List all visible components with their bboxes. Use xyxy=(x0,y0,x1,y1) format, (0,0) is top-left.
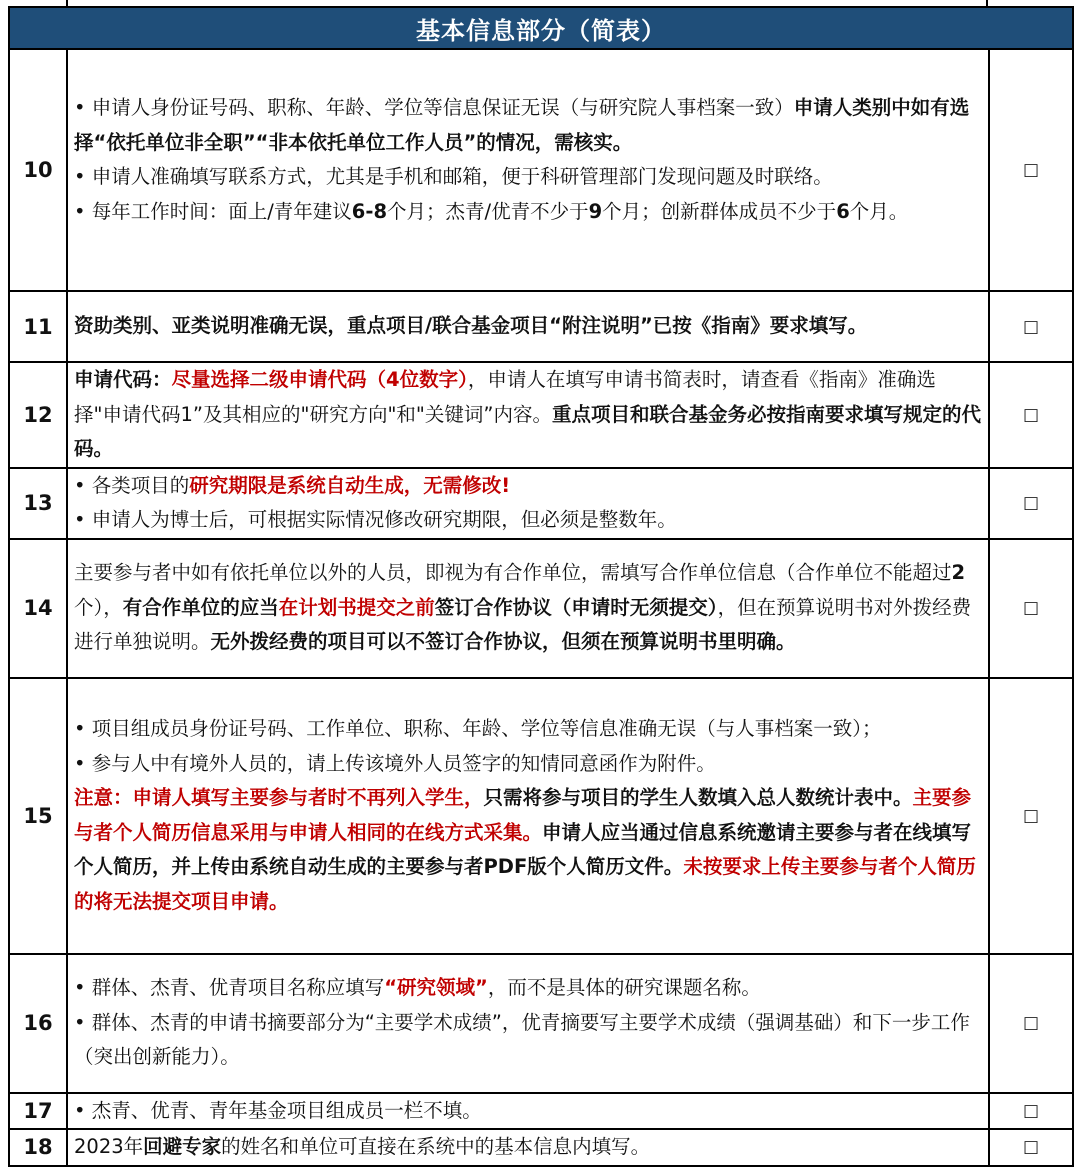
text-bold: 无外拨经费的项目可以不签订合作协议，但须在预算说明书里明确。 xyxy=(210,630,796,654)
text: • 群体、杰青的申请书摘要部分为“主要学术成绩”，优青摘要写主要学术成绩（强调基础）和下一步工作（突出创新能力）。 xyxy=(74,1010,970,1069)
text-red-bold: 注意：申请人填写主要参与者时不再列入学生， xyxy=(74,786,484,809)
text: • 参与人中有境外人员的，请上传该境外人员签字的知情同意函作为附件。 xyxy=(74,751,716,775)
row-content xyxy=(67,362,989,468)
text-bold: 有合作单位的应当 xyxy=(122,595,279,619)
row-number: 10 xyxy=(9,49,67,291)
table-row xyxy=(9,468,1073,539)
text: • 申请人为博士后，可根据实际情况修改研究期限，但必须是整数年。 xyxy=(74,508,677,531)
text-red-bold: 研究期限是系统自动生成，无需修改! xyxy=(189,473,511,497)
row-number: 17 xyxy=(9,1093,67,1130)
text: ，申请人在填写申请书简表时，请查看《指南》准确选择"申请代码1”及其相应的"研究方向"和"关键词”内容。 xyxy=(74,368,936,426)
text: 个月；创新群体成员不少于 xyxy=(602,199,837,223)
checkbox[interactable]: □ xyxy=(989,954,1073,1093)
text-bold: 6-8 xyxy=(351,199,388,223)
text-bold: 申请人类别中如有选择“依托单位非全职”“非本依托单位工作人员”的情况，需核实。 xyxy=(74,96,970,154)
section-title: 基本信息部分（简表） xyxy=(9,7,1073,49)
table-row xyxy=(9,291,1073,362)
text: 个月；杰青/优青不少于 xyxy=(387,199,589,223)
text: • 每年工作时间：面上/青年建议 xyxy=(74,199,352,223)
text: • 各类项目的 xyxy=(74,473,190,497)
row-content xyxy=(67,539,989,678)
row-content xyxy=(67,954,989,1093)
text-bold: 回避专家 xyxy=(143,1135,222,1158)
basic-info-table xyxy=(8,6,1074,1167)
row-content xyxy=(67,49,989,291)
text-bold: 2 xyxy=(951,561,966,585)
row-content xyxy=(67,468,989,539)
text-red-bold: “研究领域” xyxy=(384,976,488,1000)
row-content xyxy=(67,678,989,954)
row-content xyxy=(67,1129,989,1166)
text-bold: 申请代码： xyxy=(74,368,172,391)
text: 个）， xyxy=(74,595,123,619)
row-number: 15 xyxy=(9,678,67,954)
text: 的姓名和单位可直接在系统中的基本信息内填写。 xyxy=(221,1135,651,1158)
checkbox[interactable]: □ xyxy=(989,539,1073,678)
text: • 群体、杰青、优青项目名称应填写 xyxy=(74,976,385,1000)
row-number: 16 xyxy=(9,954,67,1093)
checkbox[interactable]: □ xyxy=(989,468,1073,539)
row-number: 12 xyxy=(9,362,67,468)
table-row xyxy=(9,362,1073,468)
text: 2023年 xyxy=(74,1135,144,1158)
checkbox[interactable]: □ xyxy=(989,49,1073,291)
text: • 申请人准确填写联系方式，尤其是手机和邮箱，便于科研管理部门发现问题及时联络。 xyxy=(74,165,833,188)
text-bold: 重点项目和联合基金务必按指南要求填写规定的代码。 xyxy=(74,402,982,460)
row-content: • 杰青、优青、青年基金项目组成员一栏不填。 xyxy=(67,1093,989,1130)
checkbox[interactable]: □ xyxy=(989,678,1073,954)
text-bold: 只需将参与项目的学生人数填入总人数统计表中。 xyxy=(483,786,913,809)
text: ，而不是具体的研究课题名称。 xyxy=(487,976,761,1000)
row-number: 14 xyxy=(9,539,67,678)
spacer xyxy=(74,229,982,249)
table-row xyxy=(9,954,1073,1093)
checkbox[interactable]: □ xyxy=(989,1093,1073,1130)
row-number: 18 xyxy=(9,1129,67,1166)
row-number: 13 xyxy=(9,468,67,539)
table-row xyxy=(9,1129,1073,1166)
row-number: 11 xyxy=(9,291,67,362)
text: • 申请人身份证号码、职称、年龄、学位等信息保证无误（与研究院人事档案一致） xyxy=(74,96,794,119)
text: ，但在预算说明书对外拨经费进行单独说明。 xyxy=(74,595,972,654)
table-row xyxy=(9,1093,1073,1130)
checkbox[interactable]: □ xyxy=(989,362,1073,468)
text: 个月。 xyxy=(849,199,909,223)
text-bold: 签订合作协议（申请时无须提交） xyxy=(434,595,718,619)
table-row xyxy=(9,49,1073,291)
row-content: 资助类别、亚类说明准确无误，重点项目/联合基金项目“附注说明”已按《指南》要求填写。 xyxy=(67,291,989,362)
text-bold: 9 xyxy=(588,199,603,223)
text: 主要参与者中如有依托单位以外的人员，即视为有合作单位，需填写合作单位信息（合作单位不能超过 xyxy=(74,561,952,585)
table-row xyxy=(9,678,1073,954)
text-red-bold: 主要参与者个人简历信息采用与申请人相同的在线方式采集。 xyxy=(74,786,972,844)
text: • 项目组成员身份证号码、工作单位、职称、年龄、学位等信息准确无误（与人事档案一致）； xyxy=(74,717,882,740)
table-header-row xyxy=(9,7,1073,49)
text-red-bold: 未按要求上传主要参与者个人简历的将无法提交项目申请。 xyxy=(74,855,976,913)
text-red-bold: 尽量选择二级申请代码（4位数字） xyxy=(171,368,468,391)
text-red-bold: 在计划书提交之前 xyxy=(278,595,435,619)
table-row xyxy=(9,539,1073,678)
text-bold: 6 xyxy=(836,199,850,223)
checkbox[interactable]: □ xyxy=(989,1129,1073,1166)
text-bold: 申请人应当通过信息系统邀请主要参与者在线填写个人简历，并上传由系统自动生成的主要参与者PDF版个人简历文件。 xyxy=(74,820,972,878)
checkbox[interactable]: □ xyxy=(989,291,1073,362)
